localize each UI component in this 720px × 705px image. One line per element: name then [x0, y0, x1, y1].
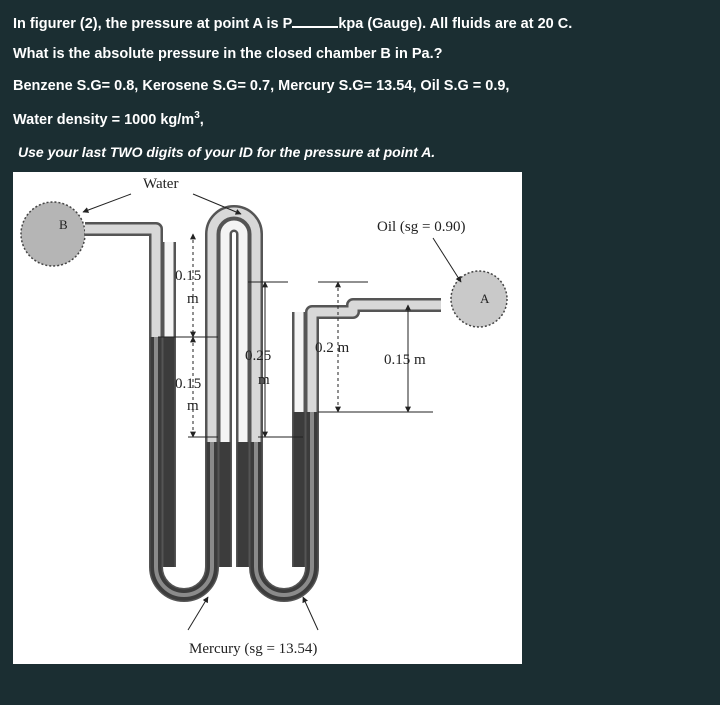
question-line-2: What is the absolute pressure in the closed chamber B in Pa.? [13, 46, 443, 62]
water-density-comma: , [199, 111, 204, 128]
dim-label-3-unit: m [258, 372, 270, 388]
label-water: Water [143, 176, 179, 192]
question-line-3: Benzene S.G= 0.8, Kerosene S.G= 0.7, Mercury S.G= 13.54, Oil S.G = 0.9, [13, 78, 510, 94]
dim-label-2-value: 0.15 [175, 376, 202, 392]
label-oil: Oil (sg = 0.90) [377, 219, 466, 235]
label-mercury: Mercury (sg = 13.54) [189, 641, 318, 657]
question-line-1-end: kpa (Gauge). All fluids are at 20 C. [338, 16, 573, 32]
water-density-text: Water density = 1000 kg/m [13, 111, 195, 128]
question-line-4 [13, 110, 204, 128]
cubed-superscript: 3 [194, 110, 200, 121]
manometer-figure [13, 172, 522, 664]
dim-label-1-value: 0.15 [175, 268, 202, 284]
dim-label-1-unit: m [187, 291, 199, 307]
dim-label-5: 0.15 m [384, 352, 426, 368]
dim-label-2-unit: m [187, 398, 199, 414]
manometer-tube [85, 212, 441, 595]
label-b: B [59, 217, 68, 232]
question-line-1 [13, 14, 572, 32]
answer-blank [292, 14, 338, 28]
question-line-1-start: In figurer (2), the pressure at point A is P [13, 16, 293, 32]
label-a: A [480, 291, 490, 306]
question-instruction: Use your last TWO digits of your ID for the pressure at point A. [18, 144, 436, 160]
manometer-diagram [13, 172, 522, 664]
chamber-b [21, 202, 85, 266]
dim-label-4: 0.2 m [315, 340, 350, 356]
dim-label-3-value: 0.25 [245, 348, 272, 364]
